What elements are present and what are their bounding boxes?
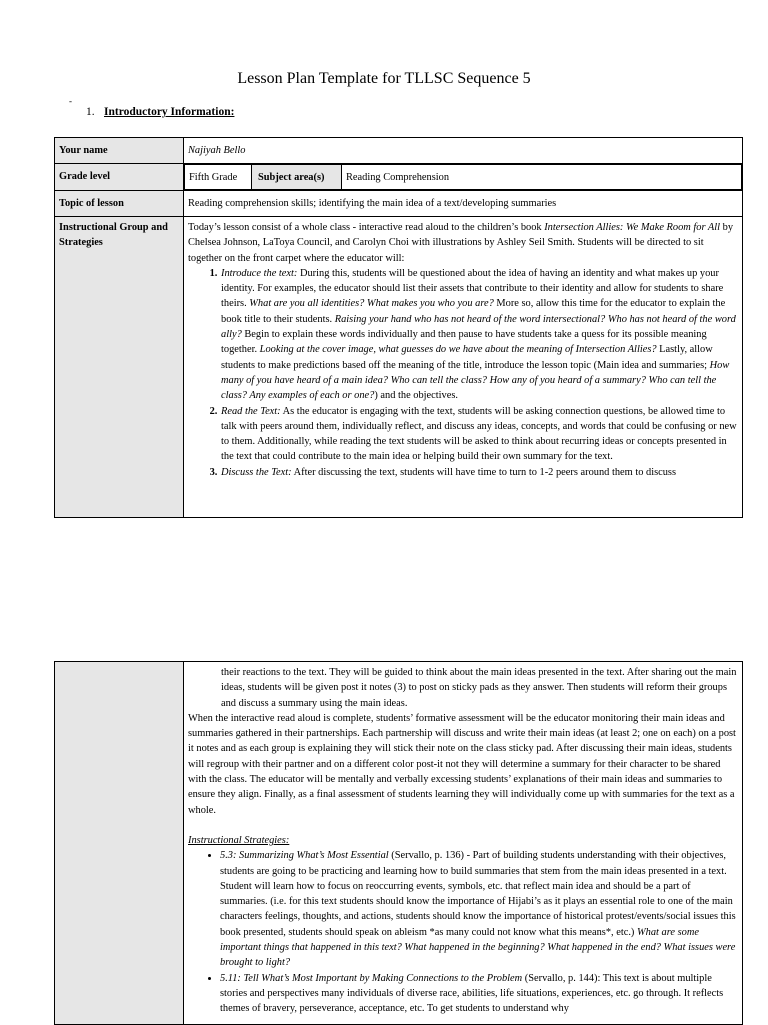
step-read: 2. Read the Text: As the educator is engaging with the text, students will be asking connection questions, be allowed time to talk with peers around them, individually reflect, and discuss any ideas, concepts, and words that could be confusing or new to them. Additionally, while reading the text students will be asked to think about recurring ideas or concepts presented in the text that could contribute to the main idea or helping build their own summary for the text. bbox=[220, 404, 740, 465]
row-instructional-strategies bbox=[55, 217, 743, 518]
document-title: Lesson Plan Template for TLLSC Sequence 5 bbox=[237, 70, 531, 87]
value-subject-area: Reading Comprehension bbox=[342, 165, 742, 190]
stray-dash: - bbox=[69, 96, 72, 106]
strategies-content bbox=[184, 217, 743, 518]
label-grade-level: Grade level bbox=[55, 164, 184, 191]
step-discuss-continued: their reactions to the text. They will be guided to think about the main ideas presented in the text. After sharing out the main ideas, students will be given post it notes (3) to post on sticky pads as they answer. Then students will reform their groups and discuss a summary using the main ideas. bbox=[221, 667, 737, 709]
label-your-name: Your name bbox=[55, 138, 184, 164]
row-continued bbox=[55, 662, 743, 1025]
row-topic bbox=[55, 191, 743, 217]
label-instructional-group: Instructional Group and Strategies bbox=[55, 217, 184, 518]
label-continued-empty bbox=[55, 662, 184, 1025]
strategy-list bbox=[188, 848, 740, 1016]
step-discuss: 3. Discuss the Text: After discussing the text, students will have time to turn to 1-2 peers around them to discuss bbox=[220, 465, 740, 480]
grade-subject-cell bbox=[184, 164, 743, 191]
strategy-item: • 5.11: Tell What’s Most Important by Making Connections to the Problem (Servallo, p. 144): This text is about multiple stories and perspectives many individuals of diverse race, abilities, life situations, experiences, etc. go through. It reflects themes of bravery, perseverance, acceptance, etc. To get students to understand why bbox=[220, 971, 740, 1017]
strategies-heading: Instructional Strategies: bbox=[188, 834, 290, 846]
value-grade-level: Fifth Grade bbox=[185, 165, 252, 190]
intro-paragraph: Today’s lesson consist of a whole class - interactive read aloud to the children’s book Intersection Allies: We Make Room for All by Chelsea Johnson, LaToya Council, and Carolyn Choi with illustrations by Ashley Seil Smith. Students will be directed to sit together on the front carpet where the educator will: bbox=[188, 222, 734, 264]
grade-subject-table bbox=[184, 164, 742, 190]
section-number: 1. bbox=[86, 106, 95, 118]
row-your-name bbox=[55, 138, 743, 164]
step-introduce: 1. Introduce the text: During this, students will be questioned about the idea of having an identity and what makes up your identity. For examples, the educator should list their assets that contribute to their identity and allow for students to share theirs. What are you all identities? What makes you who you are? More so, allow this time for the educator to explain the book title to their students. Raising your hand who has not heard of the word intersectional? Who has not heard of the word ally? Begin to explain these words individually and then pause to have students take a quess for its possible meaning together. Looking at the cover image, what guesses do we have about the meaning of Intersection Allies? Lastly, allow students to make predictions based off the meaning of the title, introduce the lesson topic (Main idea and summaries; How many of you have heard of a main idea? Who can tell the class? How any of you heard of a summary? Who can tell the class? Any examples of each or one?) and the objectives. bbox=[220, 266, 740, 404]
value-your-name bbox=[184, 138, 743, 164]
section-heading-text: Introductory Information: bbox=[104, 106, 235, 118]
strategy-item: • 5.3: Summarizing What’s Most Essential (Servallo, p. 136) - Part of building students understanding with their objectives, students are going to be practicing and learning how to build summaries that stem from the main ideas presented in a text. Student will learn how to focus on reoccurring events, symbols, etc. that reflect main idea and should be a part of summaries. (i.e. for this text students should know the importance of Hijabi’s as it plays an essential role to one of the main characters feelings, thoughts, and actions, students should know the importance of historical protest/events/social issues this book presented, students should speak on ableism *as many could not know what this means*, etc.) What are some important things that happened in this text? What happened in the beginning? What happened in the end? What issues were brought to light? bbox=[220, 848, 740, 970]
lesson-plan-table-continued bbox=[54, 661, 743, 1025]
row-grade-level bbox=[55, 164, 743, 191]
label-topic: Topic of lesson bbox=[55, 191, 184, 217]
assessment-paragraph: When the interactive read aloud is complete, students’ formative assessment will be the educator monitoring their main ideas and summaries gathered in their partnerships. Each partnership will discuss and write their main ideas (at least 2; one on each) on a post it notes and as each group is explaining they will stick their note on the class sticky pad. After discussing their main ideas, students will regroup with their partner and on a different color post-it not they will determine a summary for their character to be shared with the class. The educator will be mentally and verbally excessing students’ explanations of their main ideas and summaries to ensure they align. Finally, as a final assessment of students learning they will individually come up with summaries for the text as a whole. bbox=[188, 712, 736, 816]
continued-content bbox=[184, 662, 743, 1025]
step-list bbox=[188, 266, 740, 480]
value-topic: Reading comprehension skills; identifying the main idea of a text/developing summaries bbox=[184, 191, 743, 217]
label-subject-area: Subject area(s) bbox=[252, 165, 342, 190]
lesson-plan-table bbox=[54, 137, 743, 518]
section-heading bbox=[86, 106, 234, 118]
name-value: Najiyah Bello bbox=[188, 145, 246, 156]
